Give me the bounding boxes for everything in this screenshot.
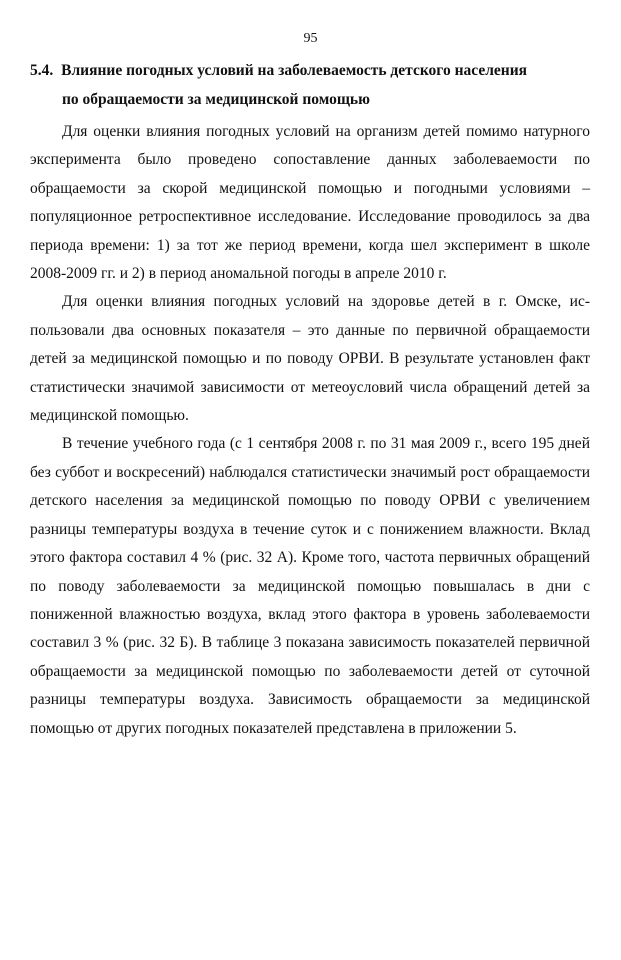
section-title-line-1: Влияние погодных условий на заболеваемость детского населения xyxy=(61,62,528,79)
section-number: 5.4. xyxy=(30,62,54,79)
paragraph: Для оценки влияния погодных условий на организм детей помимо натурного эксперимента было проведено сопоставление данных заболеваемости по обращаемости за скорой медицинской помощью и погодными условиями – популяционное ретроспективное исследование. Исследование проводилось за два периода времени: 1) за тот же период времени, когда шел эксперимент в школе 2008-2009 гг. и 2) в период аномальной погоды в апреле 2010 г. xyxy=(30,123,590,283)
section-heading xyxy=(30,56,590,114)
page-number: 95 xyxy=(303,31,318,46)
paragraph: В течение учебного года (с 1 сентября 2008 г. по 31 мая 2009 г., всего 195 дней без суббот и воскресений) наблюдался статистически значимый рост обращаемости детского населения за медицинской помощью по поводу ОРВИ с увеличением разницы температуры воздуха в течение суток и с понижением влажности. Вклад этого фактора составил 4 % (рис. 32 А). Кроме того, частота первичных обращений по поводу заболеваемости за медицинской помощью повышалась в дни с пониженной влажностью воздуха, вклад этого фактора в уровень заболеваемости составил 3 % (рис. 32 Б). В таблице 3 показана зависимость показателей первичной обращаемости за медицинской помощью по заболеваемости детей от суточной разницы температуры воздуха. Зависимость обращаемости за медицинской помощью от других погодных показателей представлена в приложении 5. xyxy=(30,435,590,737)
section-heading-line-1 xyxy=(30,56,590,85)
body-text xyxy=(30,118,590,743)
section-title-line-2: по обращаемости за медицинской помощью xyxy=(62,91,370,108)
paragraph: Для оценки влияния погодных условий на здоровье детей в г. Омске, использовали два основных показателя – это данные по первичной обращаемости детей за медицинской помощью и по поводу ОРВИ. В результате установлен факт статистически значимой зависимости от метеоусловий числа обращений детей за медицинской помощью. xyxy=(30,293,590,425)
